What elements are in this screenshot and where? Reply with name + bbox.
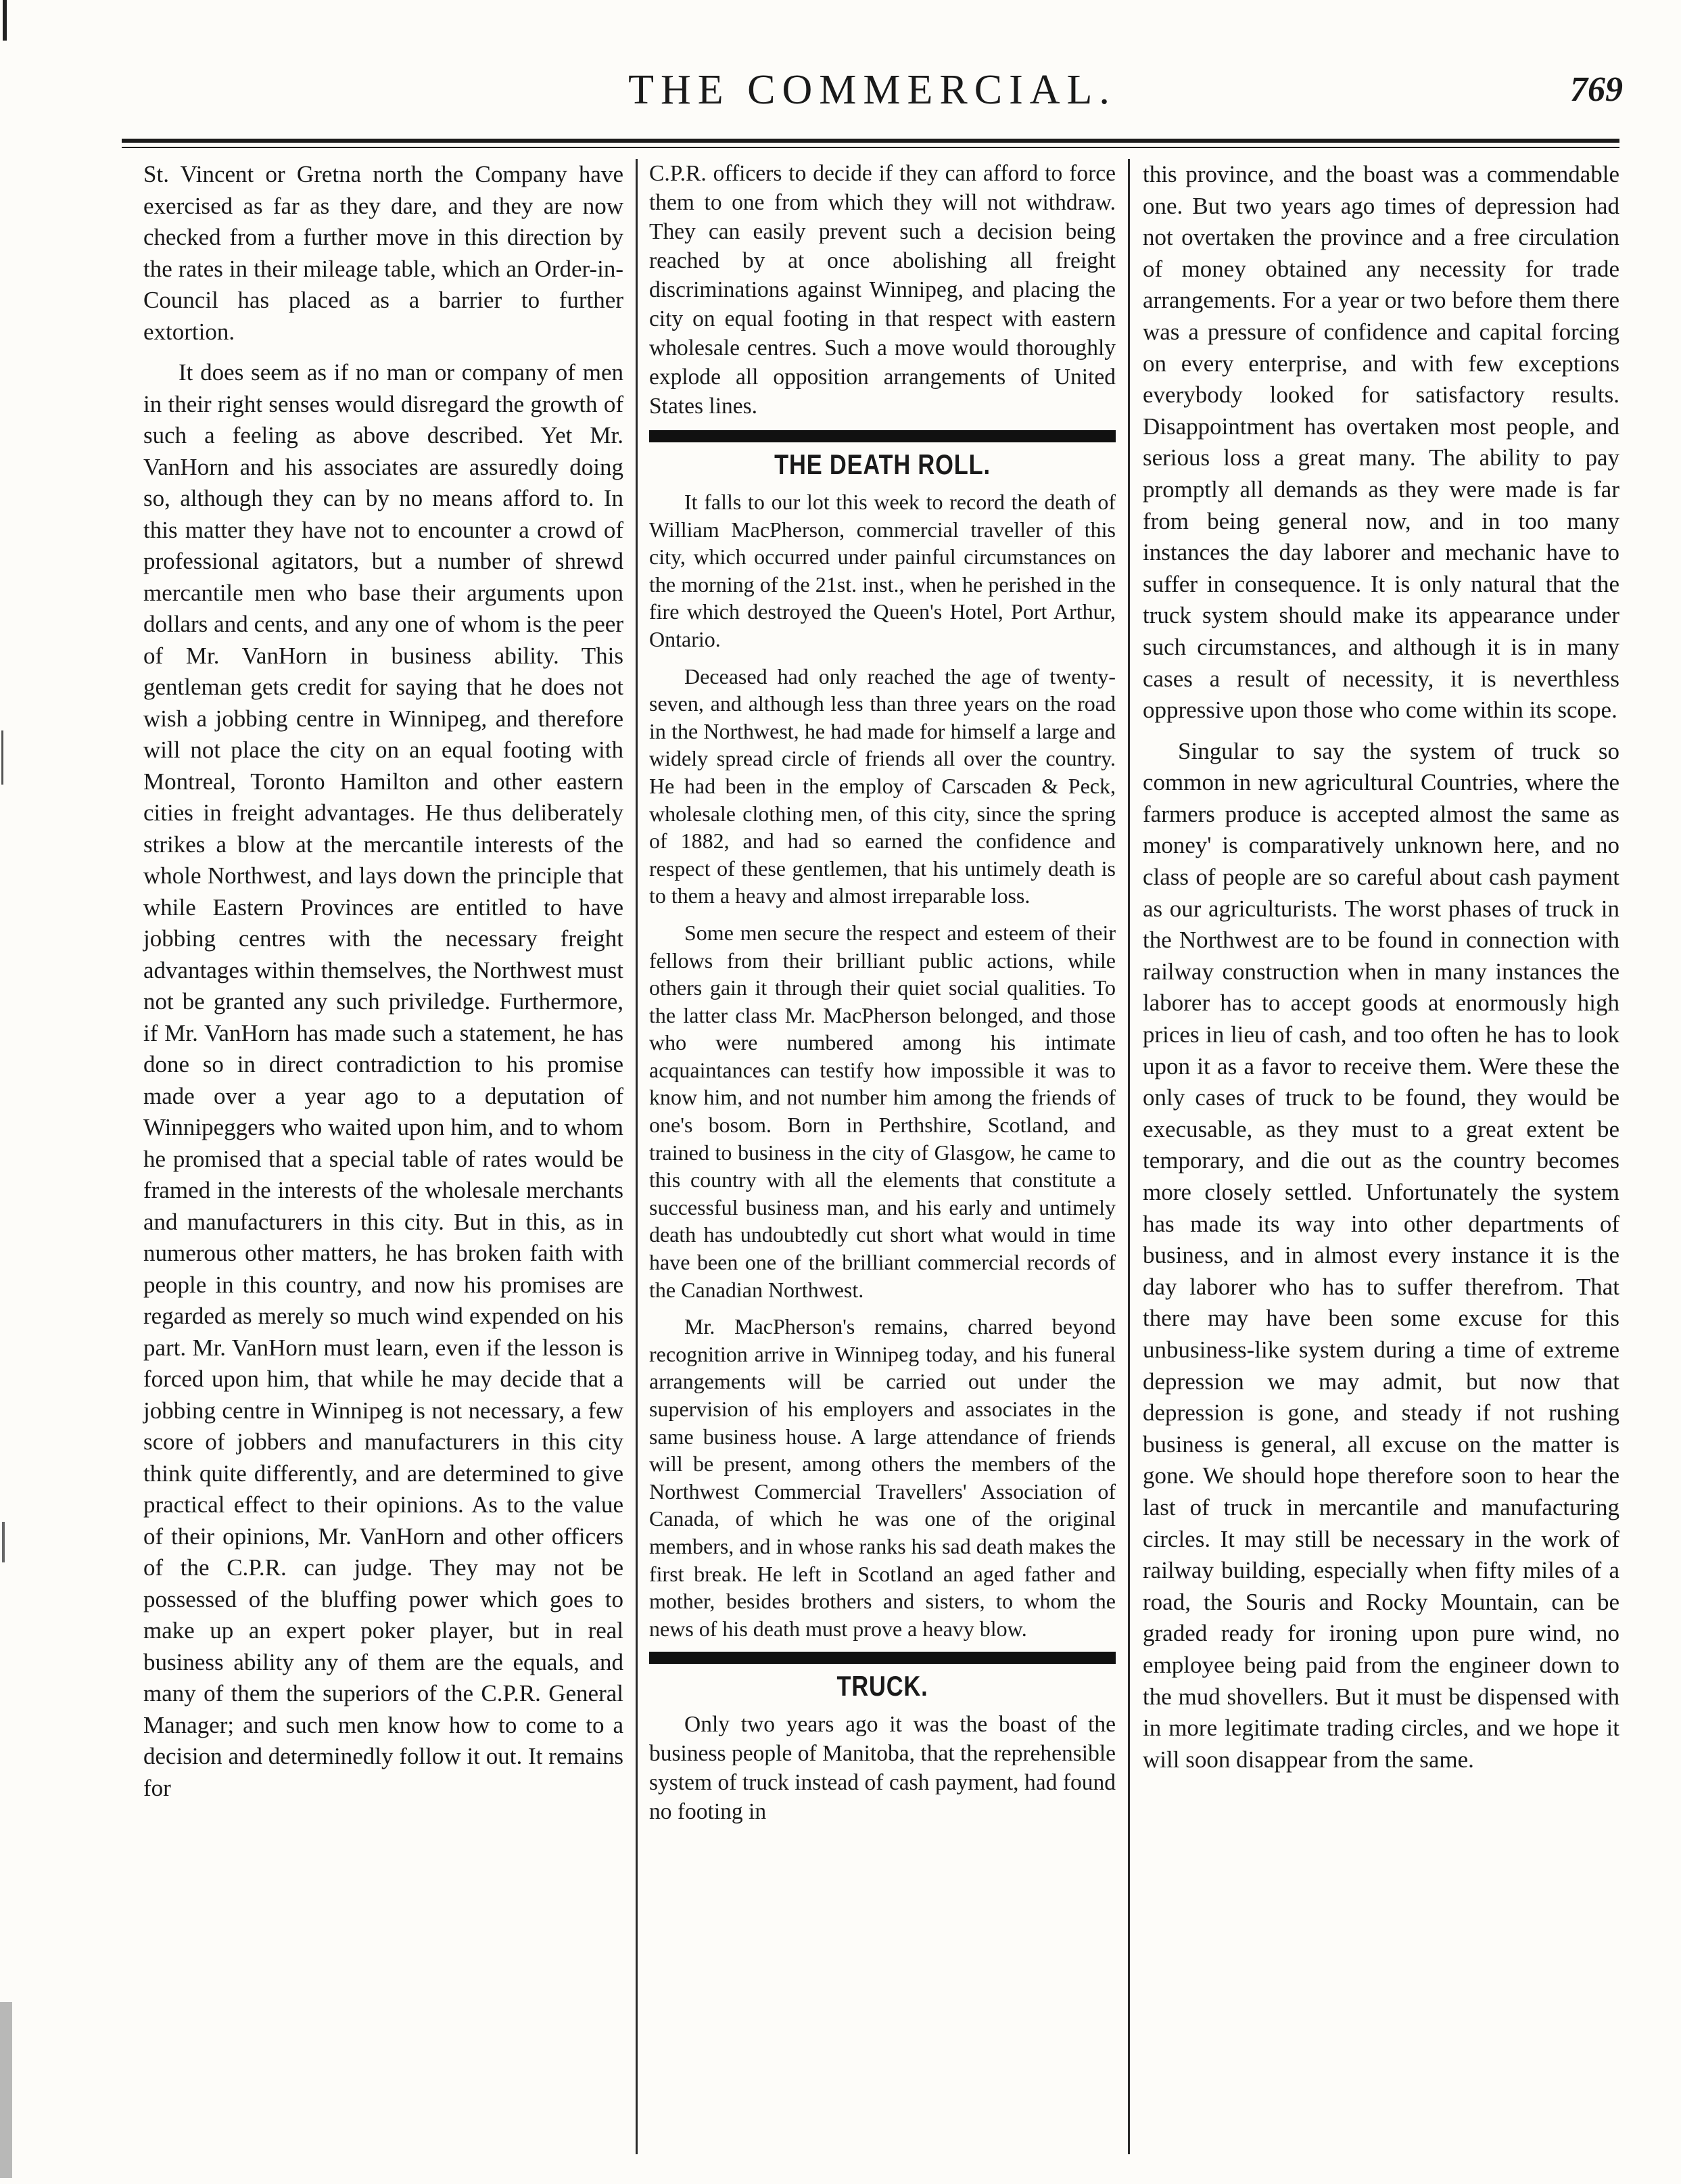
column-right — [1143, 159, 1619, 2154]
truck-heading: TRUCK. — [836, 1670, 928, 1702]
death-roll-article — [649, 488, 1116, 1642]
scan-edge-artifact — [0, 0, 41, 2184]
article-paragraph: Some men secure the respect and esteem of their fellows from their brilliant public actions, while others gain it through their quiet social qualities. To the latter class Mr. MacPherson belonged, and those who were numbered among his intimate acquaintances can testify how impossible it was to know him, and not number him among the friends of one's bosom. Born in Perthshire, Scotland, and trained to business in the city of Glasgow, he came to this country with all the elements that constitute a successful business man, and his early and untimely death has undoubtedly cut short what would in time have been one of the brilliant commercial records of the Canadian Northwest. — [649, 920, 1116, 1302]
masthead-title: THE COMMERCIAL. — [628, 67, 1116, 113]
page-header — [122, 60, 1623, 134]
column-divider-right — [1128, 159, 1130, 2154]
header-rule-thin — [122, 147, 1619, 148]
article-paragraph: C.P.R. officers to decide if they can afford to force them to one from which they will not withdraw. They can easily prevent such a decision being reached by at once abolishing all freight discriminations against Winnipeg, and placing the city on equal footing in that respect with eastern wholesale centres. Such a move would thoroughly explode all opposition arrangements of United States lines. — [649, 161, 1116, 419]
column-left — [143, 159, 623, 2154]
column-middle — [649, 159, 1116, 2154]
article-paragraph: Mr. MacPherson's remains, charred beyond recognition arrive in Winnipeg today, and his funeral arrangements will be carried out under the supervision of his employers and associates in the same business house. A large attendance of friends will be present, among others the members of the Northwest Commercial Travellers' Association of Canada, of which he was one of the original members, and in whose ranks his sad death makes the first break. He left in Scotland an aged father and mother, besides brothers and sisters, to whom the news of his death must prove a heavy blow. — [649, 1314, 1116, 1641]
article-paragraph: It falls to our lot this week to record the death of William MacPherson, commercial traveller of this city, which occurred under painful circumstances on the morning of the 21st. inst., when he perished in the fire which destroyed the Queen's Hotel, Port Arthur, Ontario. — [649, 490, 1116, 651]
death-roll-heading: THE DEATH ROLL. — [774, 448, 991, 480]
article-paragraph: Singular to say the system of truck so common in new agricultural Countries, where the farmers produce is accepted almost the same as money' is comparatively unknown here, and no class of people are so careful about cash payment as our agriculturists. The worst phases of truck in the Northwest are to be found in connection with railway construction when in many instances the laborer has to accept goods at enormously high prices in lieu of cash, and too often he has to look upon it as a favor to receive them. Were these the only cases of truck to be found, they would be execusable, as they must to a great extent be temporary, and die out as the country becomes more closely settled. Unfortunately the system has made its way into other departments of business, and in almost every instance it is the day laborer who has to suffer therefrom. That there may have been some excuse for this unbusiness-like system during a time of extreme depression we may admit, but now that depression is gone, and steady if not rushing business is general, all excuse on the matter is gone. We should hope therefore soon to hear the last of truck in mercantile and manufacturing circles. It may still be necessary in the work of railway building, especially when fifty miles of a road, the Souris and Rocky Mountain, can be graded ready for ironing upon pure wind, no employee being paid from the engineer down to the mud shovellers. But it must be dispensed with in more legitimate trading circles, and we hope it will soon disappear from the same. — [1143, 737, 1619, 1773]
article-paragraph: It does seem as if no man or company of men in their right senses would disregard the growth of such a feeling as above described. Yet Mr. VanHorn and his associates are assuredly doing so, although they can by no means afford to. In this matter they have not to encounter a crowd of professional agitators, but a number of shrewd mercantile men who base their arguments upon dollars and cents, and any one of whom is the peer of Mr. VanHorn in business ability. This gentleman gets credit for saying that he does not wish a jobbing centre in Winnipeg, and therefore will not place the city on an equal footing with Montreal, Toronto Hamilton and other eastern cities in freight advantages. He thus deliberately strikes a blow at the mercantile interests of the whole Northwest, and lays down the principle that while Eastern Provinces are entitled to have jobbing centres with the necessary freight advantages within themselves, the Northwest must not be granted any such priviledge. Furthermore, if Mr. VanHorn has made such a statement, he has done so in direct contradiction to his promise made over a year ago to a deputation of Winnipeggers who waited upon him, and to whom he promised that a special table of rates would be framed in the interests of the wholesale merchants and manufacturers in this city. But in this, as in numerous other matters, he has broken faith with people in this country, and now his promises are regarded as merely so much wind expended on his part. Mr. VanHorn must learn, even if the lesson is forced upon him, that while he may decide that a jobbing centre in Winnipeg is not necessary, a few score of jobbers and manufacturers in this city think quite differently, and are determined to give practical effect to their opinions. As to the value of their opinions, Mr. VanHorn and other officers of the C.P.R. can judge. They may not be possessed of the bluffing power which goes to make up an expert poker player, but in real business ability any of them are the equals, and many of them the superiors of the C.P.R. General Manager; and such men know how to come to a decision and determinedly follow it out. It remains for — [143, 359, 623, 1801]
article-paragraph: Only two years ago it was the boast of the business people of Manitoba, that the reprehensible system of truck instead of cash payment, had found no footing in — [649, 1712, 1116, 1825]
header-rule-thick — [122, 139, 1619, 143]
page-number: 769 — [1570, 70, 1623, 109]
column-divider-left — [636, 159, 638, 2154]
article-paragraph: Deceased had only reached the age of twenty-seven, and although less than three years on the road in the Northwest, he had made for himself a large and widely spread circle of friends all over the country. He had been in the employ of Carscaden & Peck, wholesale clothing men, of this city, since the spring of 1882, and had so earned the confidence and respect of these gentlemen, that his untimely death is to them a heavy and almost irreparable loss. — [649, 664, 1116, 908]
section-divider-bar — [649, 1652, 1116, 1664]
section-divider-bar — [649, 430, 1116, 442]
article-paragraph: St. Vincent or Gretna north the Company have exercised as far as they dare, and they are now checked from a further move in this direction by the rates in their mileage table, which an Order-in-Council has placed as a barrier to further extortion. — [143, 161, 623, 345]
article-paragraph: this province, and the boast was a commendable one. But two years ago times of depression had not overtaken the province and a free circulation of money obtained any necessity for trade arrangements. For a year or two before them there was a pressure of confidence and capital forcing on every enterprise, and with few exceptions everybody looked for satisfactory results. Disappointment has overtaken most people, and serious loss a great many. The ability to pay promptly all demands as they were made is far from being general now, and in too many instances the day laborer and mechanic have to suffer in consequence. It is only natural that the truck system should make its appearance under such circumstances, and although it is in many cases a result of necessity, it is neverthless oppressive upon those who come within its scope. — [1143, 161, 1619, 724]
